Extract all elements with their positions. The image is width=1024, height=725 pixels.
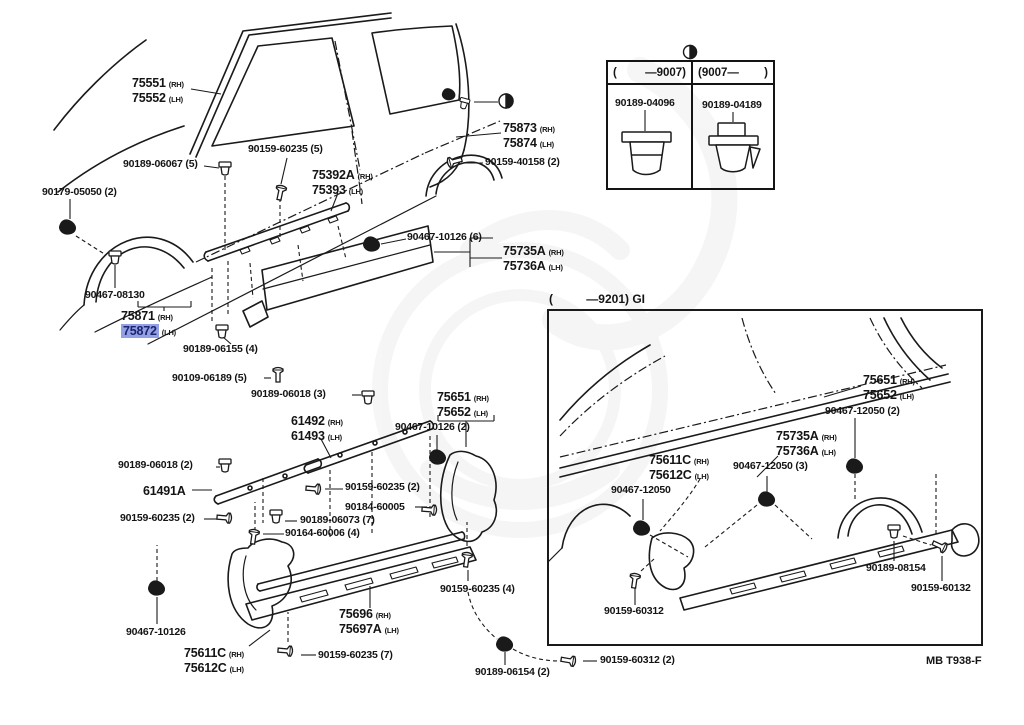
part-label-90109-06189-5: [172, 373, 247, 384]
side-suffix: (RH): [375, 611, 391, 620]
late-spec-range: —9201) GI: [586, 292, 645, 306]
variant-late-close: ): [764, 66, 768, 79]
part-label-90189-06073-7: [300, 515, 375, 526]
part-number: 90467-10126 (2): [395, 421, 470, 433]
part-label-90159-60235-5: [248, 144, 323, 155]
part-label-90467-10126: [126, 627, 186, 638]
part-number: 90164-60006 (4): [285, 527, 360, 539]
part-label-90159-40158-2: [485, 157, 560, 168]
side-suffix: (RH): [327, 418, 343, 427]
part-label-90179-05050-2: [42, 187, 117, 198]
part-number: 75552: [132, 90, 166, 105]
side-suffix: (LH): [384, 625, 399, 635]
side-suffix: (LH): [473, 408, 488, 418]
part-number: 90467-12050: [611, 484, 671, 496]
part-number: 90189-06018 (2): [118, 459, 193, 471]
side-suffix: (LH): [348, 186, 363, 196]
part-number: 75611C: [184, 646, 226, 660]
part-label-gi-75611c-75612c: [649, 454, 709, 483]
part-number: 75874: [503, 135, 537, 150]
part-number: 90189-04096: [615, 97, 675, 109]
part-label-75392a-75393: [312, 169, 373, 198]
part-number: 61491A: [143, 484, 186, 498]
side-suffix: (LH): [229, 664, 244, 674]
part-number: 75735A: [503, 244, 546, 258]
side-suffix: (LH): [694, 471, 709, 481]
part-number: 90189-08154: [866, 562, 926, 574]
part-label-61491a: [143, 485, 186, 498]
part-number: 75736A: [776, 443, 819, 458]
part-label-gi-90467-12050-2: [825, 406, 900, 417]
part-number: 90467-12050 (2): [825, 405, 900, 417]
part-number: 90159-60235 (2): [120, 512, 195, 524]
part-number: 75611C: [649, 453, 691, 467]
side-suffix: (RH): [157, 313, 173, 322]
part-label-90159-60235-2a: [120, 513, 195, 524]
part-label-90159-60312-2: [600, 655, 675, 666]
part-number: 90467-10126: [126, 626, 186, 638]
clip-variant-table: [606, 60, 775, 190]
side-suffix: (RH): [693, 457, 709, 466]
part-number: 75736A: [503, 258, 546, 273]
part-label-90184-60005: [345, 502, 405, 513]
variant-early-range: —9007): [645, 66, 686, 79]
part-number: 90159-60235 (5): [248, 143, 323, 155]
drawing-code: MB T938-F: [926, 655, 982, 667]
side-suffix: (LH): [899, 391, 914, 401]
part-label-61492-61493: [291, 415, 343, 444]
part-number: 75871: [121, 309, 155, 323]
part-label-clip-90189-04096: [615, 98, 675, 109]
part-label-75651-75652: [437, 391, 489, 420]
part-label-90159-60235-4: [440, 584, 515, 595]
part-number: 90189-06154 (2): [475, 666, 550, 678]
side-suffix: (RH): [168, 80, 184, 89]
part-label-75871-75872: [121, 310, 176, 339]
side-suffix: (LH): [539, 139, 554, 149]
side-suffix: (RH): [473, 394, 489, 403]
part-number: 75393: [312, 182, 346, 197]
part-number: 90179-05050 (2): [42, 186, 117, 198]
part-number: 90189-06018 (3): [251, 388, 326, 400]
part-number: 75651: [437, 390, 471, 404]
part-number: 90109-06189 (5): [172, 372, 247, 384]
part-label-75735a-75736a: [503, 245, 564, 274]
variant-late-header: [693, 62, 773, 83]
late-spec-box-header: [549, 292, 645, 306]
part-label-90189-06018-2: [118, 460, 193, 471]
side-suffix: (LH): [327, 432, 342, 442]
part-number: 90159-60312 (2): [600, 654, 675, 666]
part-number: 90189-06073 (7): [300, 514, 375, 526]
part-label-90467-08130: [85, 290, 145, 301]
part-label-90159-60235-2b: [345, 482, 420, 493]
side-suffix: (RH): [899, 377, 915, 386]
variant-early-header: [608, 62, 693, 83]
part-number: 90159-60235 (4): [440, 583, 515, 595]
part-number: 90159-60235 (7): [318, 649, 393, 661]
part-label-clip-90189-04189: [702, 100, 762, 111]
part-number: 75697A: [339, 621, 382, 636]
part-number: 90189-06155 (4): [183, 343, 258, 355]
side-suffix: (RH): [228, 650, 244, 659]
part-number: 90159-60312: [604, 605, 664, 617]
part-number: 75873: [503, 121, 537, 135]
part-number: 75651: [863, 373, 897, 387]
side-suffix: (LH): [161, 327, 176, 337]
side-suffix: (LH): [821, 447, 836, 457]
part-number: 75612C: [649, 467, 692, 482]
part-number: 61493: [291, 428, 325, 443]
variant-early-open: (: [613, 66, 617, 79]
part-number: 90159-40158 (2): [485, 156, 560, 168]
side-suffix: (RH): [548, 248, 564, 257]
side-suffix: (RH): [821, 433, 837, 442]
side-suffix: (LH): [168, 94, 183, 104]
side-suffix: (RH): [539, 125, 555, 134]
part-label-75696-75697a: [339, 608, 399, 637]
variant-table-header: [608, 62, 773, 85]
part-label-gi-90159-60312: [604, 606, 664, 617]
part-number: 75392A: [312, 168, 355, 182]
part-number: 90159-60235 (2): [345, 481, 420, 493]
part-number: 75735A: [776, 429, 819, 443]
part-label-75611c-75612c: [184, 647, 244, 676]
side-suffix: (RH): [357, 172, 373, 181]
side-suffix: (LH): [548, 262, 563, 272]
part-number: 75652: [863, 387, 897, 402]
part-number: 90467-10126 (6): [407, 231, 482, 243]
part-number: 90189-04189: [702, 99, 762, 111]
part-label-90189-06067-5: [123, 159, 198, 170]
part-label-90189-06155-4: [183, 344, 258, 355]
part-label-90467-10126-6: [407, 232, 482, 243]
part-number: 75551: [132, 76, 166, 90]
part-number: 90189-06067 (5): [123, 158, 198, 170]
part-label-gi-90467-12050: [611, 485, 671, 496]
part-label-gi-75651-75652: [863, 374, 915, 403]
part-number: 75696: [339, 607, 373, 621]
part-number: 90467-12050 (3): [733, 460, 808, 472]
part-label-gi-90467-12050-3: [733, 461, 808, 472]
part-number: 75652: [437, 404, 471, 419]
part-number: 61492: [291, 414, 325, 428]
part-number: 90467-08130: [85, 289, 145, 301]
part-label-90189-06154-2: [475, 667, 550, 678]
part-label-75873-75874: [503, 122, 555, 151]
part-label-gi-90189-08154: [866, 563, 926, 574]
part-label-90467-10126-2: [395, 422, 470, 433]
part-number: 90159-60132: [911, 582, 971, 594]
part-number: 75612C: [184, 660, 227, 675]
part-label-gi-75735a-75736a: [776, 430, 837, 459]
highlighted-part-number: 75872: [123, 323, 157, 338]
variant-late-range: (9007—: [698, 66, 739, 79]
part-label-90159-60235-7: [318, 650, 393, 661]
part-label-gi-90159-60132: [911, 583, 971, 594]
part-label-75551-75552: [132, 77, 184, 106]
part-label-90189-06018-3: [251, 389, 326, 400]
late-spec-open: (: [549, 292, 553, 306]
part-label-90164-60006-4: [285, 528, 360, 539]
part-number: 90184-60005: [345, 501, 405, 513]
